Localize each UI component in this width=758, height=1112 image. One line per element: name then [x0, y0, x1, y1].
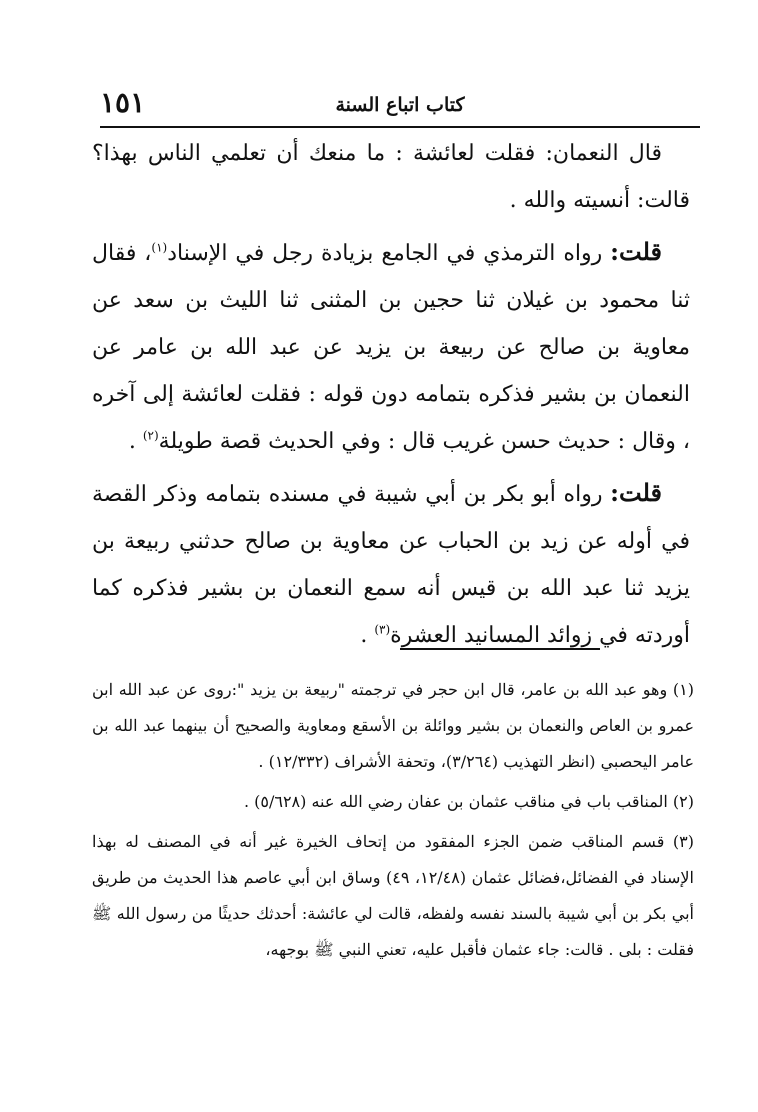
- paragraph-2-end: .: [128, 429, 143, 454]
- footnote-2-number: (٢): [672, 792, 694, 811]
- footnote-ref-2[interactable]: (٢): [142, 428, 159, 443]
- paragraph-3-end: .: [360, 623, 375, 648]
- paragraph-2: [92, 228, 690, 465]
- footnote-ref-3[interactable]: (٣): [374, 622, 391, 637]
- footnote-3: [92, 824, 694, 968]
- book-title: كتاب اتباع السنة: [335, 94, 465, 116]
- page-number: ١٥١: [100, 86, 146, 119]
- paragraph-3: [92, 469, 690, 659]
- paragraph-2-text-a: رواه الترمذي في الجامع بزيادة رجل في الإسناد: [167, 241, 611, 266]
- paragraph-2-lead: قلت:: [610, 237, 662, 266]
- paragraph-2-text-b: ، فقال ثنا محمود بن غيلان ثنا حجين بن المثنى ثنا الليث بن سعد عن معاوية بن صالح عن ربيعة بن يزيد عن عبد الله بن عامر عن النعمان بن بشير فذكره بتمامه دون قوله : فقلت لعائشة إلى آخره ، وقال : حديث حسن غريب قال : وفي الحديث قصة طويلة: [92, 241, 690, 454]
- footnote-1-text: وهو عبد الله بن عامر، قال ابن حجر في ترجمته "ربيعة بن يزيد ":روى عن عبد الله ابن عمرو بن العاص والنعمان بن بشير ووائلة بن الأسقع ومعاوية والصحيح أن بينهما عبد الله بن عامر اليحصبي (انظر التهذيب (٣/٢٦٤)، وتحفة الأشراف (١٢/٣٣٢) .: [92, 680, 695, 771]
- footnote-divider: [400, 648, 600, 650]
- footnote-1-number: (١): [672, 680, 694, 699]
- paragraph-3-text: رواه أبو بكر بن أبي شيبة في مسنده بتمامه وذكر القصة في أوله عن زيد بن الحباب عن معاوية بن صالح حدثني ربيعة بن يزيد ثنا عبد الله بن قيس أنه سمع النعمان بن بشير فذكره كما أوردته في زوائد المسانيد العشرة: [92, 482, 690, 648]
- main-text: [92, 130, 690, 663]
- footnote-3-text: قسم المناقب ضمن الجزء المفقود من إتحاف الخيرة غير أنه في المصنف له بهذا الإسناد في الفضائل،فضائل عثمان (١٢/٤٨، ٤٩) وساق ابن أبي عاصم هذا الحديث من طريق أبي بكر بن أبي شيبة بالسند نفسه ولفظه، قالت لي عائشة: أحدثك حديثًا من رسول الله ﷺ فقلت : بلى . قالت: جاء عثمان فأقبل عليه، تعني النبي ﷺ بوجهه،: [92, 832, 695, 959]
- paragraph-1: قال النعمان: فقلت لعائشة : ما منعك أن تعلمي الناس بهذا؟ قالت: أنسيته والله .: [92, 141, 690, 213]
- running-header: [100, 86, 700, 128]
- paragraph-3-lead: قلت:: [610, 478, 662, 507]
- footnote-1: [92, 672, 694, 780]
- footnote-ref-1[interactable]: (١): [151, 240, 168, 255]
- footnotes: [92, 672, 694, 972]
- footnote-3-number: (٣): [672, 832, 694, 851]
- footnote-2: [92, 784, 694, 820]
- footnote-2-text: المناقب باب في مناقب عثمان بن عفان رضي الله عنه (٥/٦٢٨) .: [243, 792, 673, 811]
